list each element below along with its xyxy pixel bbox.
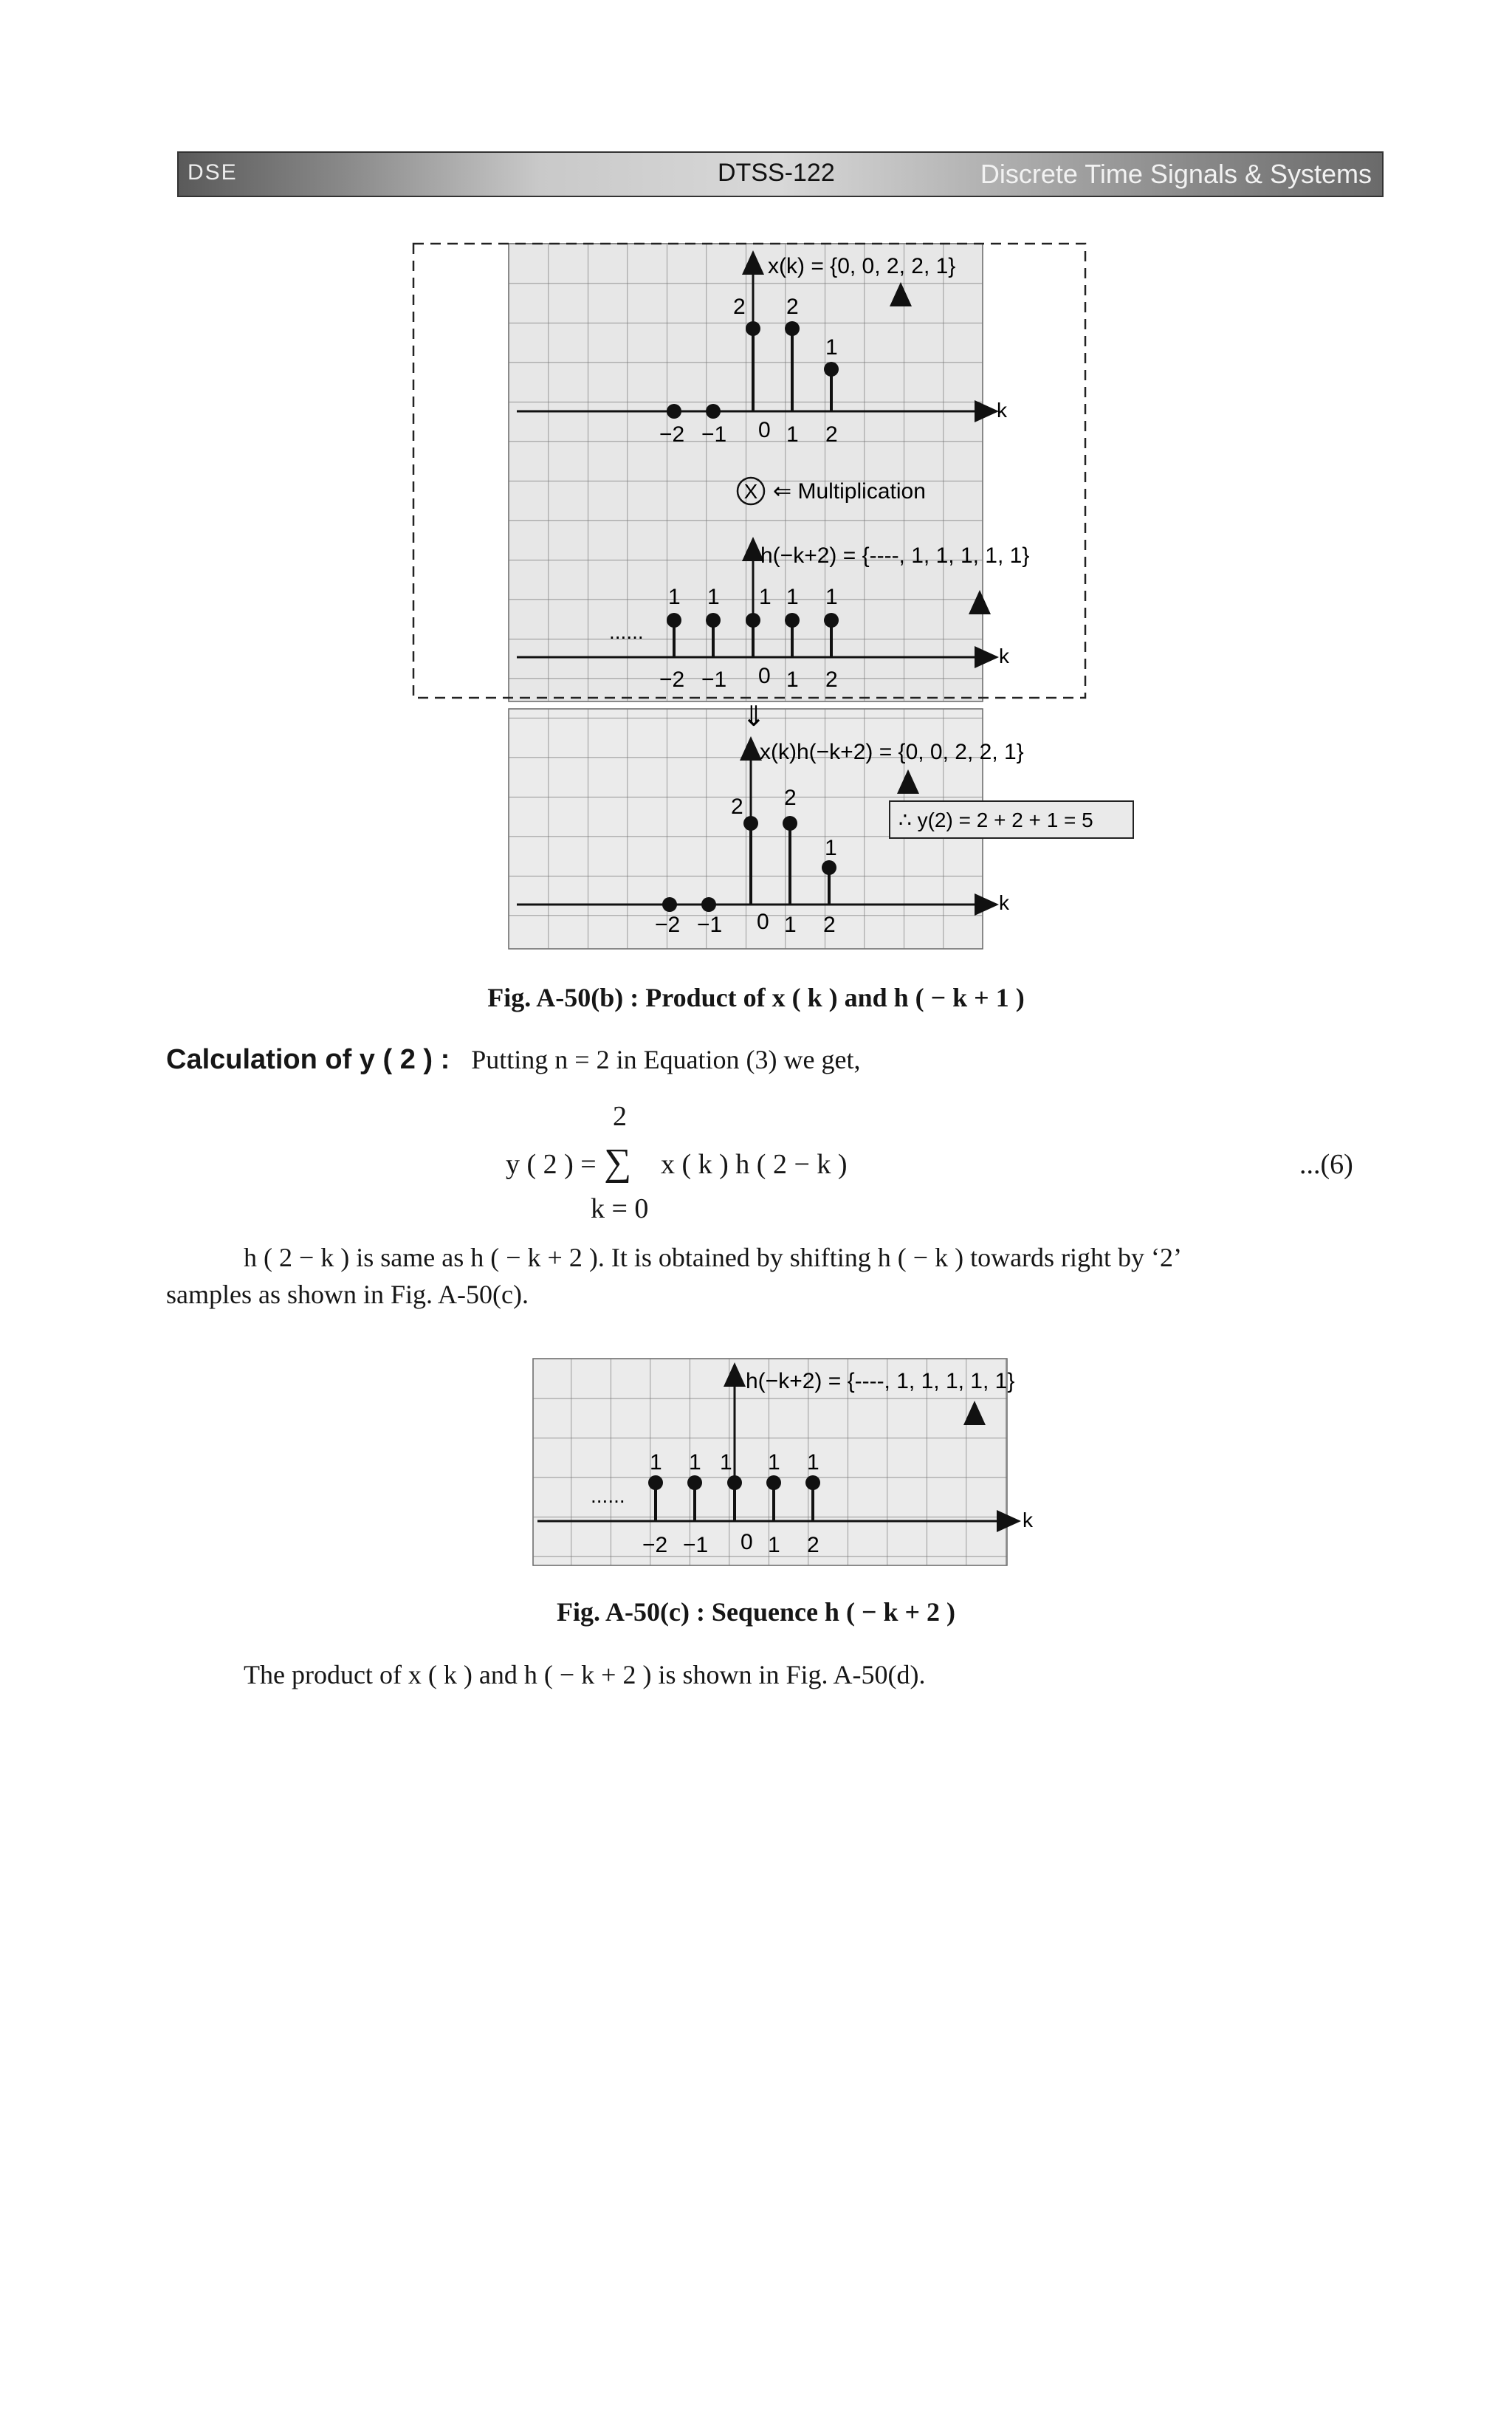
tick-label: 1 <box>786 668 799 692</box>
running-header <box>177 151 1384 197</box>
value-label: 1 <box>759 585 772 609</box>
figure-a50b-caption: Fig. A-50(b) : Product of x ( k ) and h ( − k + 1 ) <box>487 983 1025 1012</box>
tick-label: 1 <box>786 422 799 447</box>
value-label: 1 <box>825 585 838 609</box>
h-shift-label-c: h(−k+2) = {----, 1, 1, 1, 1, 1} <box>746 1369 1015 1393</box>
sample-point <box>746 613 760 628</box>
sample-point <box>783 816 797 831</box>
sample-point <box>785 321 800 336</box>
x-sequence-label: x(k) = {0, 0, 2, 2, 1} <box>768 254 956 278</box>
down-arrow-icon: ⇓ <box>742 701 766 732</box>
equation-number: ...(6) <box>1299 1149 1353 1180</box>
sample-point <box>687 1475 702 1490</box>
tick-label: −2 <box>642 1533 668 1557</box>
tick-label: 0 <box>757 910 769 934</box>
shift-explanation-line2: samples as shown in Fig. A-50(c). <box>166 1280 529 1309</box>
sum-symbol: ∑ <box>604 1142 632 1184</box>
tick-label: 2 <box>823 913 836 937</box>
sum-upper-limit: 2 <box>613 1101 627 1132</box>
axis-k-label-top: k <box>997 399 1007 422</box>
sample-point <box>824 362 839 377</box>
value-label: 1 <box>668 585 681 609</box>
tick-label: 2 <box>825 668 838 692</box>
calc-heading-line <box>166 1041 1377 1078</box>
value-label: 1 <box>689 1450 701 1475</box>
closing-sentence: The product of x ( k ) and h ( − k + 2 ) is shown in Fig. A-50(d). <box>244 1660 926 1689</box>
tick-label: 2 <box>807 1533 819 1557</box>
tick-label: 1 <box>784 913 797 937</box>
sample-point <box>746 321 760 336</box>
value-label: 1 <box>720 1450 732 1475</box>
sample-point <box>805 1475 820 1490</box>
sample-point <box>824 613 839 628</box>
tick-label: −2 <box>659 668 685 692</box>
calc-intro: Putting n = 2 in Equation (3) we get, <box>471 1045 861 1074</box>
figure-a50c-svg <box>532 1351 1048 1569</box>
sample-point <box>706 404 721 419</box>
shift-explanation-line1: h ( 2 − k ) is same as h ( − k + 2 ). It is obtained by shifting h ( − k ) towards right by ‘2’ <box>244 1243 1183 1272</box>
sample-point <box>822 860 836 875</box>
equation-rhs: x ( k ) h ( 2 − k ) <box>661 1149 848 1180</box>
value-label: 2 <box>786 295 799 319</box>
header-page-code: DTSS-122 <box>718 159 835 187</box>
calc-heading: Calculation of y ( 2 ) : <box>166 1044 450 1075</box>
continuation-dots: ...... <box>609 620 644 643</box>
sample-point <box>648 1475 663 1490</box>
value-label: 2 <box>784 786 797 810</box>
tick-label: 2 <box>825 422 838 447</box>
tick-label: 1 <box>768 1533 780 1557</box>
sample-point <box>667 613 681 628</box>
tick-label: 0 <box>758 664 771 688</box>
sample-point <box>701 897 716 912</box>
header-left: DSE <box>188 160 238 185</box>
multiplication-symbol: X <box>743 480 758 503</box>
h-shift-label: h(−k+2) = {----, 1, 1, 1, 1, 1} <box>760 543 1030 568</box>
value-label: 2 <box>731 795 743 819</box>
tick-label: −1 <box>697 913 723 937</box>
sample-point <box>662 897 677 912</box>
sample-point <box>667 404 681 419</box>
axis-k-label-bottom: k <box>999 891 1009 914</box>
figure-a50b <box>410 236 1148 956</box>
tick-label: −1 <box>701 668 727 692</box>
value-label: 1 <box>650 1450 662 1475</box>
equation-lhs: y ( 2 ) = <box>506 1149 597 1180</box>
value-label: 1 <box>825 335 838 360</box>
shift-explanation <box>166 1239 1377 1313</box>
figure-a50c <box>532 1351 1048 1569</box>
value-label: 1 <box>768 1450 780 1475</box>
sample-point <box>743 816 758 831</box>
axis-k-label-c: k <box>1023 1509 1033 1531</box>
product-sequence-label: x(k)h(−k+2) = {0, 0, 2, 2, 1} <box>760 740 1024 764</box>
figure-a50b-svg <box>410 236 1148 956</box>
tick-label: 0 <box>740 1530 753 1554</box>
value-label: 1 <box>707 585 720 609</box>
figure-a50c-caption: Fig. A-50(c) : Sequence h ( − k + 2 ) <box>557 1597 955 1627</box>
result-text: ∴ y(2) = 2 + 2 + 1 = 5 <box>898 809 1093 831</box>
continuation-dots: ...... <box>591 1484 625 1507</box>
tick-label: −1 <box>701 422 727 447</box>
value-label: 1 <box>786 585 799 609</box>
sample-point <box>727 1475 742 1490</box>
tick-label: −2 <box>659 422 685 447</box>
sample-point <box>706 613 721 628</box>
sum-lower-limit: k = 0 <box>591 1193 649 1224</box>
tick-label: 0 <box>758 418 771 442</box>
value-label: 1 <box>807 1450 819 1475</box>
sample-point <box>766 1475 781 1490</box>
multiplication-label: ⇐ Multiplication <box>773 479 926 504</box>
tick-label: −1 <box>683 1533 709 1557</box>
header-title: Discrete Time Signals & Systems <box>980 159 1372 189</box>
value-label: 1 <box>825 836 837 860</box>
tick-label: −2 <box>655 913 681 937</box>
sample-point <box>785 613 800 628</box>
value-label: 2 <box>733 295 746 319</box>
axis-k-label-mid: k <box>999 645 1009 668</box>
